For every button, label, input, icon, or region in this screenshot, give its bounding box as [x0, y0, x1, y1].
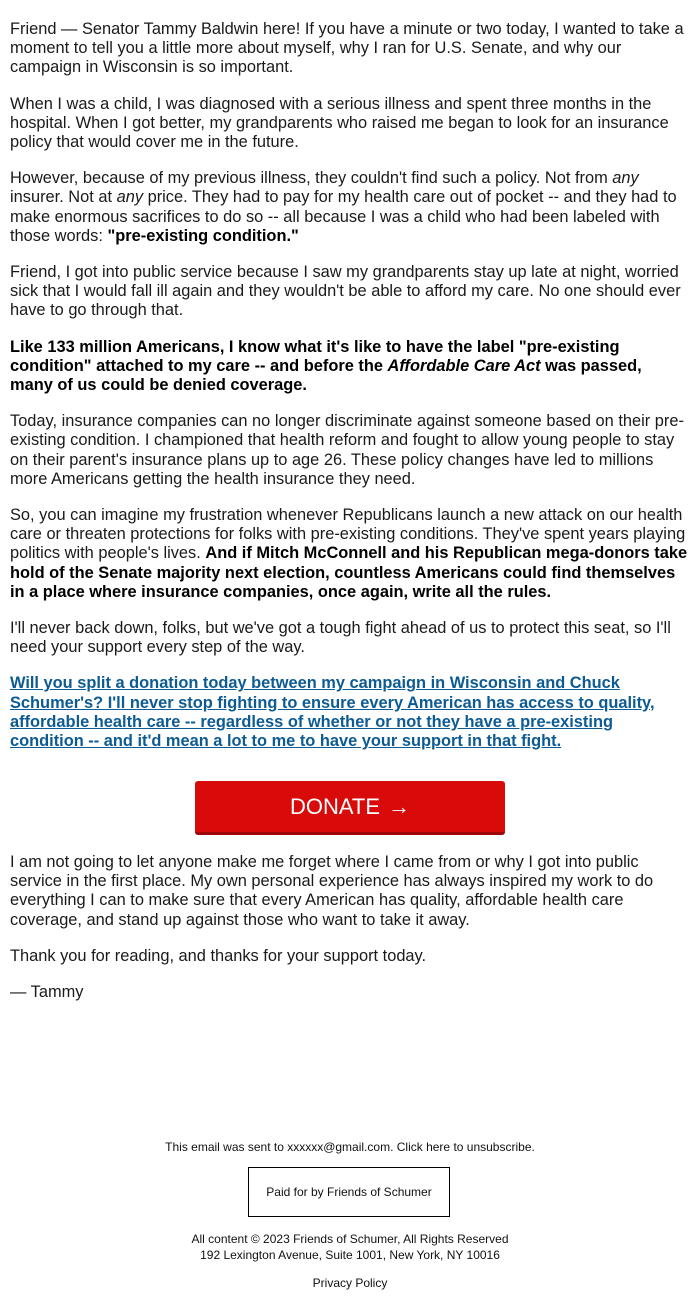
paragraph-133-million — [10, 338, 688, 396]
text-segment: Like 133 million Americans, I know what it's like to have the label "pre-existing condition" attached to my care -- and before the — [10, 337, 620, 375]
privacy-line — [0, 1275, 700, 1291]
signature — [10, 983, 688, 1002]
paragraph-greeting — [10, 20, 688, 78]
text-segment: This email was sent to — [165, 1140, 288, 1154]
today-text: Today, insurance companies can no longer discriminate against someone based on their pre-existing condition. I championed that health reform and fought to allow young people to stay on their parent's insurance plans up to age 26. These policy changes have led to millions more Americans getting the health insurance they need. — [10, 412, 684, 488]
childhood-text: When I was a child, I was diagnosed with a serious illness and spent three months in the hospital. When I got better, my grandparents who raised me began to look for an insurance policy that would cover me in the future. — [10, 94, 669, 152]
text-segment: . Click — [390, 1140, 427, 1154]
unsubscribe-line — [0, 1139, 700, 1155]
paid-for-disclaimer — [248, 1167, 450, 1217]
donate-button-container — [195, 781, 505, 835]
text-segment: to unsubscribe. — [450, 1140, 535, 1154]
text-segment: insurer. Not at — [10, 188, 117, 207]
donate-button[interactable] — [195, 781, 505, 835]
support-text: I'll never back down, folks, but we've got a tough fight ahead of us to protect this seat, so I'll need your support every step of the way. — [10, 619, 671, 657]
paragraph-preexisting — [10, 169, 688, 246]
thanks-text: Thank you for reading, and thanks for your support today. — [10, 946, 427, 965]
paragraph-today — [10, 412, 688, 489]
signature-text: — Tammy — [10, 983, 84, 1002]
recipient-email: xxxxxx@gmail.com — [287, 1140, 391, 1154]
greeting-text: Friend — Senator Tammy Baldwin here! If you have a minute or two today, I wanted to take a moment to tell you a little more about myself, why I ran for U.S. Senate, and why our campaign in Wisconsin is so important. — [10, 20, 684, 77]
paid-for-text: Paid for by Friends of Schumer — [266, 1185, 432, 1199]
arrow-right-icon: → — [388, 793, 411, 819]
text-segment: However, because of my previous illness, they couldn't find such a policy. Not from — [10, 169, 613, 188]
letter-closing — [10, 853, 688, 1019]
unsubscribe-link[interactable]: here — [426, 1140, 451, 1154]
letter-body — [10, 20, 688, 768]
donation-cta-link[interactable]: Will you split a donation today between my campaign in Wisconsin and Chuck Schumer's? I'll never stop fighting to ensure every American has access to quality, affordable health care -- regardless of whether or not they have a pre-existing condition -- and it'd mean a lot to me to have your support in that fight. — [10, 674, 655, 751]
text-segment: So, you can imagine my frustration whenever Republicans launch a new attack on our health care or threaten protections for folks with pre-existing conditions. They've spent years playing politics with people's lives. — [10, 506, 686, 563]
emphasis-any-1: any — [612, 169, 639, 188]
paragraph-frustration — [10, 506, 688, 602]
closing-text: I am not going to let anyone make me forget where I came from or why I got into public service in the first place. My own personal experience has always inspired my work to do everything I can to make sure that every American has quality, affordable health care coverage, and stand up against those who want to take it away. — [10, 853, 654, 929]
paragraph-public-service — [10, 263, 688, 321]
paragraph-support — [10, 619, 688, 657]
donate-label: DONATE — [289, 793, 381, 819]
address-text: 192 Lexington Avenue, Suite 1001, New York, NY 10016 — [200, 1248, 500, 1262]
public-service-text: Friend, I got into public service because I saw my grandparents stay up late at night, worried sick that I would fall ill again and they wouldn't be able to afford my care. No one should ever have to go through that. — [10, 263, 681, 320]
text-segment: price. They had to pay for my health care out of pocket -- and they had to make enormous sacrifices to do so -- all because I was a child who had been labeled with those words: — [10, 188, 677, 245]
emphasis-aca: Affordable Care Act — [387, 356, 541, 375]
paragraph-closing — [10, 853, 688, 930]
copyright-block — [0, 1231, 700, 1263]
privacy-policy-link[interactable]: Privacy Policy — [312, 1276, 388, 1290]
text-segment: was passed, many of us could be denied coverage. — [10, 356, 642, 395]
bold-preexisting-condition: "pre-existing condition." — [107, 226, 299, 245]
paragraph-thanks — [10, 947, 688, 966]
bold-mcconnell-warning: And if Mitch McConnell and his Republican mega-donors take hold of the Senate majority next election, countless Americans could find themselves in a place where insurance companies, once again, write all the rules. — [10, 544, 688, 601]
emphasis-any-2: any — [116, 188, 144, 207]
paragraph-cta — [10, 674, 688, 751]
copyright-text: All content © 2023 Friends of Schumer, All Rights Reserved — [191, 1232, 509, 1246]
paragraph-childhood — [10, 95, 688, 153]
